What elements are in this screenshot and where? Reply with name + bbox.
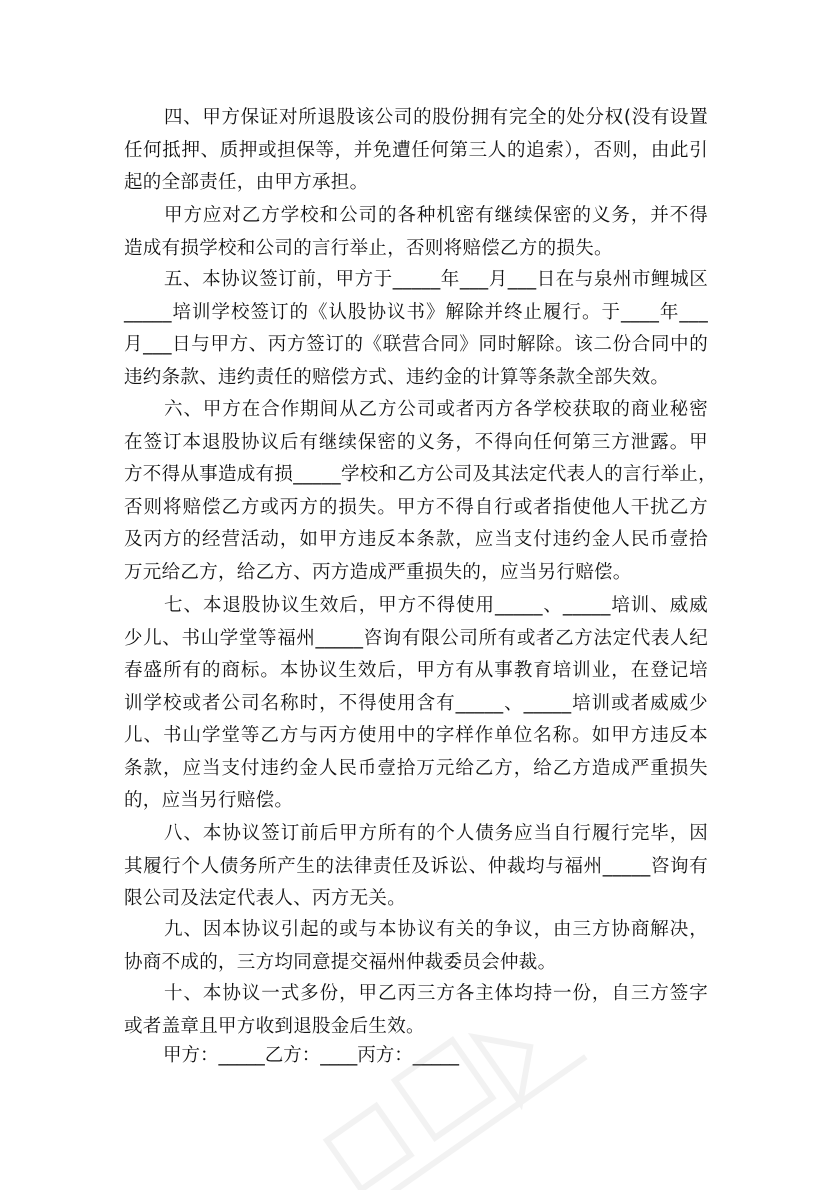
text-line: 春盛所有的商标。本协议生效后，甲方有从事教育培训业，在登记培 <box>124 660 708 681</box>
text-line: 及丙方的经营活动，如甲方违反本条款，应当支付违约金人民币壹拾 <box>124 529 708 550</box>
text-line: 甲方应对乙方学校和公司的各种机密有继续保密的义务，并不得 <box>164 205 708 226</box>
text-line: 违约条款、违约责任的赔偿方式、违约金的计算等条款全部失效。 <box>124 366 670 388</box>
text-line: 十、本协议一式多份，甲乙丙三方各主体均持一份，自三方签字 <box>164 983 708 1004</box>
text-line: 造成有损学校和公司的言行举止，否则将赔偿乙方的损失。 <box>124 237 613 259</box>
text-line: 任何抵押、质押或担保等，并免遭任何第三人的追索），否则，由此引 <box>124 139 708 161</box>
text-line: 或者盖章且甲方收到退股金后生效。 <box>124 1015 425 1037</box>
text-line: 条款，应当支付违约金人民币壹拾万元给乙方，给乙方造成严重损失 <box>124 757 708 779</box>
clause-4 <box>124 102 708 200</box>
text-line: 起的全部责任，由甲方承担。 <box>124 172 369 193</box>
text-line: 在签订本退股协议后有继续保密的义务，不得向任何第三方泄露。甲 <box>124 431 708 453</box>
signature-line: 甲方：_____乙方：____丙方：_____ <box>163 1045 460 1066</box>
clause-6 <box>124 394 717 589</box>
clause-5 <box>124 264 708 394</box>
text-line: 八、本协议签订前后甲方所有的个人债务应当自行履行完毕，因 <box>164 823 708 844</box>
text-line: 的，应当另行赔偿。 <box>124 790 294 811</box>
text-line: 协商不成的，三方均同意提交福州仲裁委员会仲裁。 <box>124 951 557 973</box>
text-line: 四、甲方保证对所退股该公司的股份拥有完全的处分权(没有设置 <box>164 107 708 128</box>
text-line: 其履行个人债务所产生的法律责任及诉讼、仲裁均与福州_____咨询有 <box>124 855 708 877</box>
text-line: 儿、书山学堂等乙方与丙方使用中的字样作单位名称。如甲方违反本 <box>124 725 708 746</box>
text-line: 少儿、书山学堂等福州_____咨询有限公司所有或者乙方法定代表人纪 <box>124 627 708 649</box>
text-line: 七、本退股协议生效后，甲方不得使用_____、_____培训、威威 <box>164 595 708 616</box>
text-line: 月___日与甲方、丙方签订的《联营合同》同时解除。该二份合同中的 <box>124 334 708 355</box>
text-line: 五、本协议签订前，甲方于_____年___月___日在与泉州市鲤城区 <box>164 269 708 290</box>
clause-8 <box>124 818 708 916</box>
text-line: _____培训学校签订的《认股协议书》解除并终止履行。于____年___ <box>124 301 708 323</box>
text-line: 六、甲方在合作期间从乙方公司或者丙方各学校获取的商业秘密 <box>164 399 708 420</box>
text-line: 万元给乙方，给乙方、丙方造成严重损失的，应当另行赔偿。 <box>124 561 632 583</box>
text-line: 九、因本协议引起的或与本协议有关的争议，由三方协商解决， <box>164 919 708 940</box>
clause-4-confidentiality <box>124 200 708 265</box>
clause-9 <box>124 914 708 979</box>
text-line: 否则将赔偿乙方或丙方的损失。甲方不得自行或者指使他人干扰乙方 <box>124 496 708 518</box>
text-line: 训学校或者公司名称时，不得使用含有_____、_____培训或者威威少 <box>124 692 708 714</box>
clause-7 <box>124 590 708 818</box>
text-line: 方不得从事造成有损_____学校和乙方公司及其法定代表人的言行举止， <box>124 464 717 485</box>
text-line: 限公司及法定代表人、丙方无关。 <box>124 888 407 909</box>
watermark-stamp-icon <box>270 1030 610 1190</box>
